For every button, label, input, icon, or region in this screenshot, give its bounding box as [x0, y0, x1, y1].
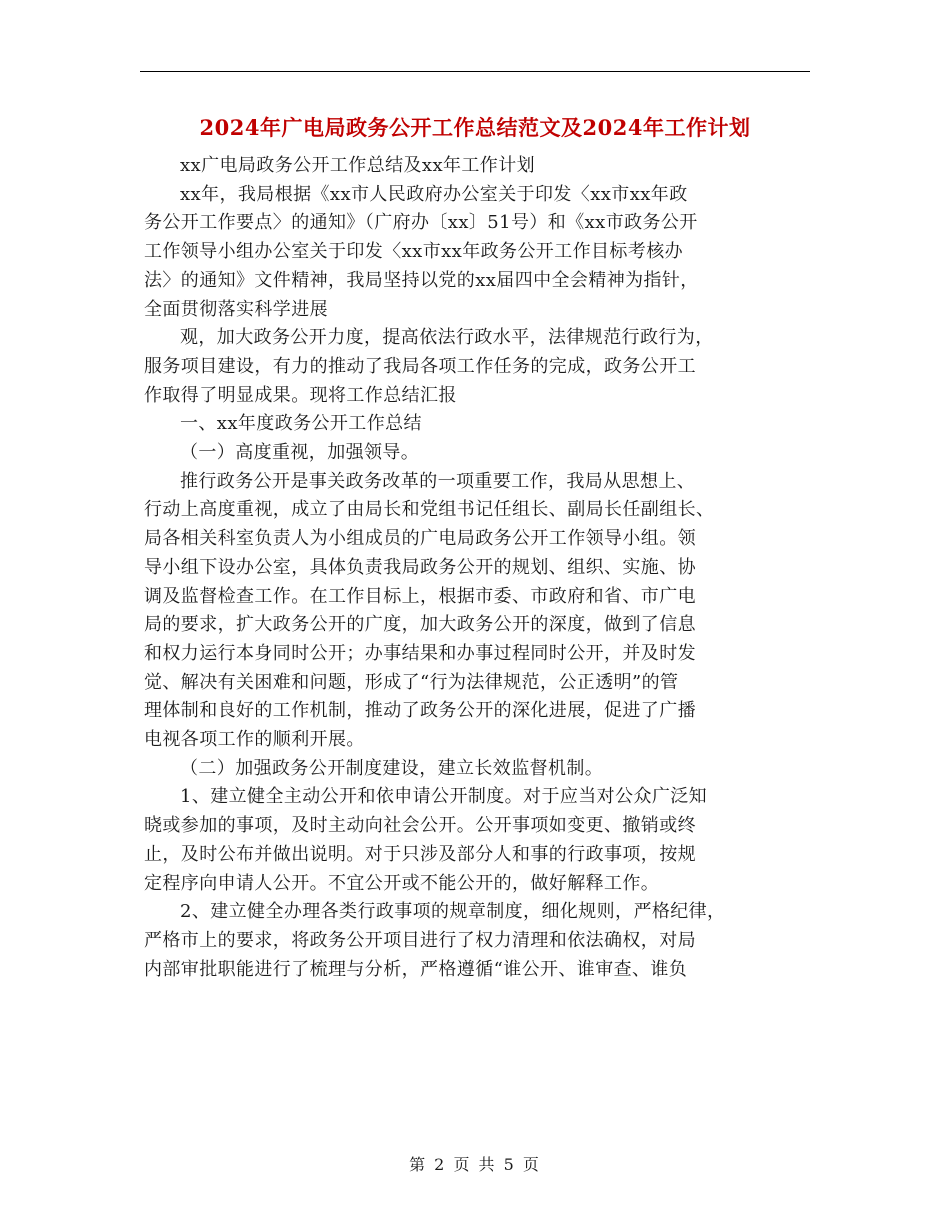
paragraph-line: 观，加大政务公开力度，提高依法行政水平，法律规范行政行为， — [180, 327, 714, 349]
header-rule — [140, 71, 810, 72]
paragraph — [144, 410, 828, 439]
paragraph-line: 觉、解决有关困难和问题，形成了“行为法律规范，公正透明”的管 — [144, 671, 679, 693]
paragraph-line: xx广电局政务公开工作总结及xx年工作计划 — [180, 155, 536, 176]
paragraph-line: 推行政务公开是事关政务改革的一项重要工作，我局从思想上、 — [180, 470, 696, 492]
paragraph-line: 严格市上的要求，将政务公开项目进行了权力清理和依法确权，对局 — [144, 929, 696, 951]
paragraph-line: 全面贯彻落实科学进展 — [144, 298, 328, 320]
paragraph-line: 导小组下设办公室，具体负责我局政务公开的规划、组织、实施、协 — [144, 556, 696, 578]
paragraph — [144, 783, 828, 898]
paragraph-line: 法〉的通知》文件精神，我局坚持以党的xx届四中全会精神为指针， — [144, 269, 699, 291]
paragraph-line: 定程序向申请人公开。不宜公开或不能公开的，做好解释工作。 — [144, 872, 660, 894]
paragraph-line: 作取得了明显成果。现将工作总结汇报 — [144, 384, 457, 406]
paragraph-line: xx年，我局根据《xx市人民政府办公室关于印发〈xx市xx年政 — [180, 183, 688, 205]
paragraph-line: 1、建立健全主动公开和依申请公开制度。对于应当对公众广泛知 — [180, 786, 708, 808]
paragraph — [144, 898, 828, 984]
paragraph-line: 服务项目建设，有力的推动了我局各项工作任务的完成，政务公开工 — [144, 355, 696, 377]
paragraph-line: 止，及时公布并做出说明。对于只涉及部分人和事的行政事项，按规 — [144, 843, 696, 865]
paragraph — [144, 468, 828, 755]
paragraph-line: 行动上高度重视，成立了由局长和党组书记任组长、副局长任副组长、 — [144, 499, 715, 521]
paragraph-line: 工作领导小组办公室关于印发〈xx市xx年政务公开工作目标考核办 — [144, 241, 684, 263]
paragraph-line: 一、xx年度政务公开工作总结 — [180, 413, 422, 435]
paragraph-line: （一）高度重视，加强领导。 — [180, 442, 420, 464]
paragraph-line: 务公开工作要点〉的通知》（广府办〔xx〕51号）和《xx市政务公开 — [144, 212, 698, 234]
paragraph — [144, 181, 828, 325]
document-body — [144, 152, 828, 984]
paragraph — [144, 439, 828, 468]
paragraph-line: 局的要求，扩大政务公开的广度，加大政务公开的深度，做到了信息 — [144, 614, 696, 636]
paragraph-line: 2、建立健全办理各类行政事项的规章制度，细化规则，严格纪律， — [180, 901, 726, 923]
paragraph-line: 调及监督检查工作。在工作目标上，根据市委、市政府和省、市广电 — [144, 585, 696, 607]
paragraph-line: （二）加强政务公开制度建设，建立长效监督机制。 — [180, 757, 604, 779]
paragraph-line: 内部审批职能进行了梳理与分析，严格遵循“谁公开、谁审查、谁负 — [144, 958, 688, 980]
paragraph-line: 电视各项工作的顺利开展。 — [144, 729, 365, 751]
paragraph-line: 晓或参加的事项，及时主动向社会公开。公开事项如变更、撤销或终 — [144, 815, 696, 837]
page-indicator: 第 2 页 共 5 页 — [409, 1155, 541, 1174]
paragraph-line: 局各相关科室负责人为小组成员的广电局政务公开工作领导小组。领 — [144, 528, 696, 550]
paragraph — [144, 324, 828, 410]
paragraph-line: 和权力运行本身同时公开；办事结果和办事过程同时公开，并及时发 — [144, 642, 696, 664]
document-title: 2024年广电局政务公开工作总结范文及2024年工作计划 — [199, 115, 751, 140]
paragraph — [144, 152, 828, 181]
paragraph-line: 理体制和良好的工作机制，推动了政务公开的深化进展，促进了广播 — [144, 700, 696, 722]
paragraph — [144, 755, 828, 784]
